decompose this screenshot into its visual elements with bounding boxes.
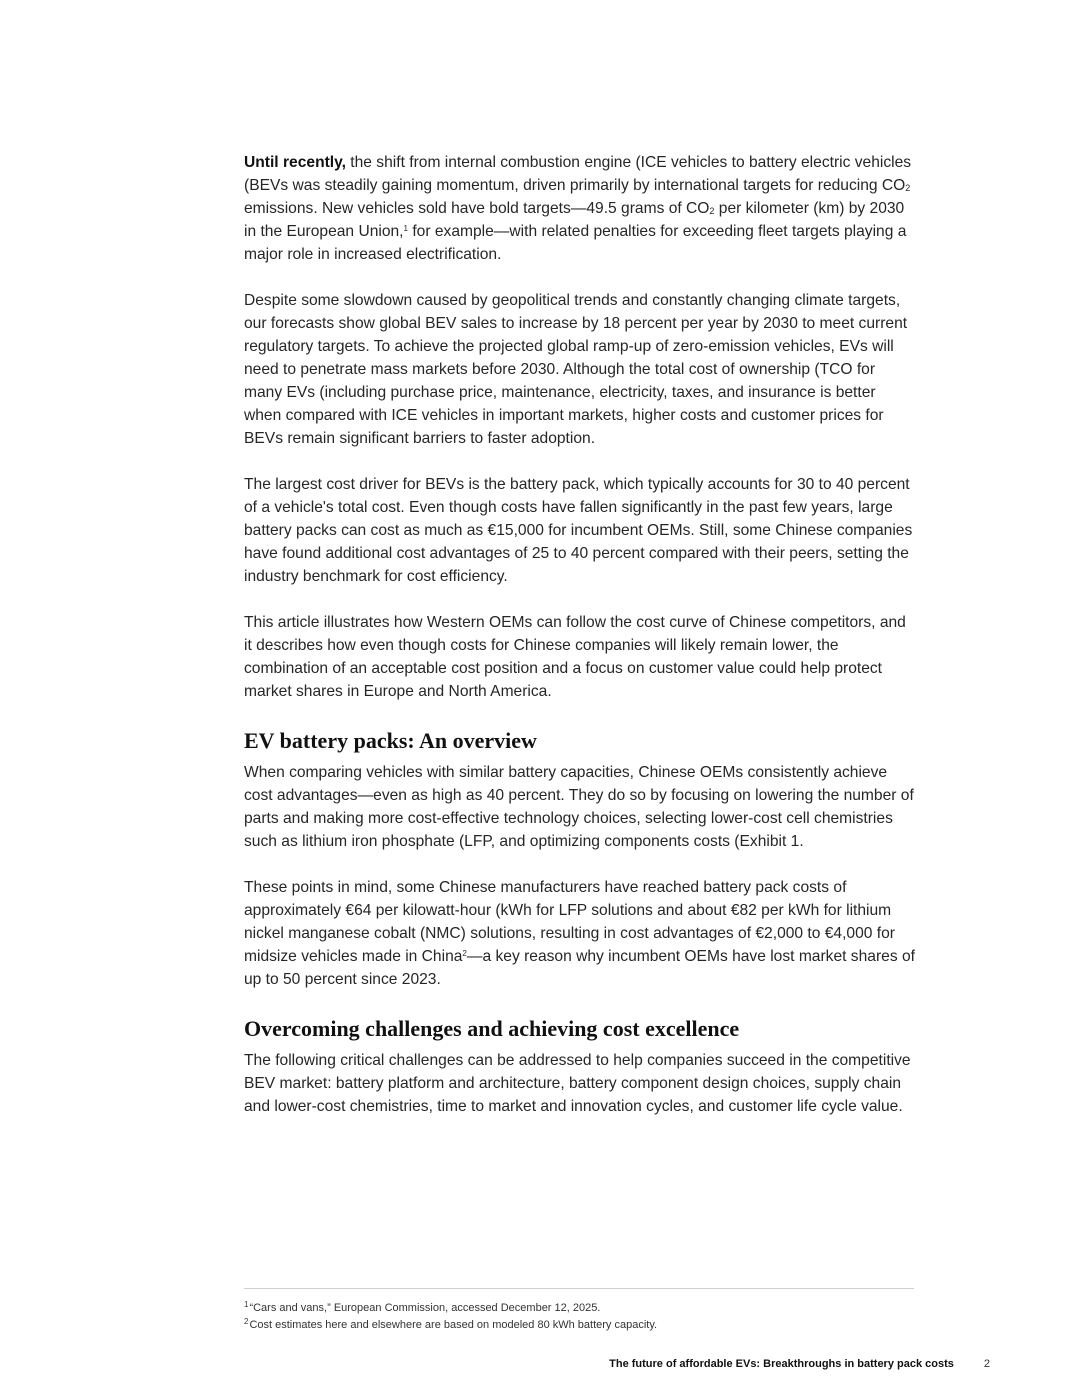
co2-subscript: 2	[905, 183, 911, 193]
lead-in-text: Until recently,	[244, 154, 346, 171]
footnote-number: 2	[244, 1317, 249, 1326]
footnote-text: Cost estimates here and elsewhere are based on modeled 80 kWh battery capacity.	[249, 1319, 658, 1331]
section-heading-overview: EV battery packs: An overview	[244, 728, 537, 753]
intro-text-1: the shift from internal combustion engine (ICE vehicles to battery electric vehicles (BEVs was steadily gaining momentum, driven primarily by international targets for reducing CO	[244, 154, 912, 194]
body-paragraph: The largest cost driver for BEVs is the battery pack, which typically accounts for 30 to 40 percent of a vehicle's total cost. Even though costs have fallen significantly in the past few years, large battery packs can cost as much as €15,000 for incumbent OEMs. Still, some Chinese companies have found additional cost advantages of 25 to 40 percent compared with their peers, setting the industry benchmark for cost efficiency.	[244, 476, 913, 585]
body-paragraph: Despite some slowdown caused by geopolitical trends and constantly changing climate targets, our forecasts show global BEV sales to increase by 18 percent per year by 2030 to meet current regulatory targets. To achieve the projected global ramp-up of zero-emission vehicles, EVs will need to penetrate mass markets before 2030. Although the total cost of ownership (TCO for many EVs (including purchase price, maintenance, electricity, taxes, and insurance is better when compared with ICE vehicles in important markets, higher costs and customer prices for BEVs remain significant barriers to faster adoption.	[244, 292, 908, 447]
footnote-item	[244, 1315, 914, 1332]
section-heading-challenges: Overcoming challenges and achieving cost excellence	[244, 1016, 740, 1041]
paragraph-text: These points in mind, some Chinese manufacturers have reached battery pack costs of approximately €64 per kilowatt-hour (kWh for LFP solutions and about €82 per kWh for lithium nickel manganese cobalt (NMC) solutions, resulting in cost advantages of €2,000 to €4,000 for midsize vehicles made in China	[244, 879, 895, 965]
page-number: 2	[983, 1358, 990, 1370]
article-body	[244, 151, 916, 1141]
body-paragraph	[244, 876, 916, 991]
body-paragraph: This article illustrates how Western OEMs can follow the cost curve of Chinese competitors, and it describes how even though costs for Chinese companies will likely remain lower, the combination of an acceptable cost position and a focus on customer value could help protect market shares in Europe and North America.	[244, 614, 906, 700]
footnote-number: 1	[244, 1300, 249, 1309]
intro-paragraph	[244, 151, 916, 266]
body-paragraph: The following critical challenges can be addressed to help companies succeed in the competitive BEV market: battery platform and architecture, battery component design choices, supply chain and lower-cost chemistries, time to market and innovation cycles, and customer life cycle value.	[244, 1052, 911, 1115]
intro-text-4: for example—with related penalties for exceeding fleet targets playing a major role in increased electrification.	[244, 223, 907, 263]
footnote-text: “Cars and vans,” European Commission, accessed December 12, 2025.	[249, 1302, 601, 1314]
footnotes	[244, 1288, 914, 1332]
footnote-divider	[244, 1288, 914, 1289]
footnote-ref-2[interactable]: 2	[462, 949, 467, 958]
footnote-ref-1[interactable]: 1	[403, 224, 408, 233]
intro-text-2: emissions. New vehicles sold have bold targets—49.5 grams of CO	[244, 200, 710, 217]
paragraph-text: —a key reason why incumbent OEMs have lost market shares of up to 50 percent since 2023.	[244, 948, 915, 988]
co2-subscript: 2	[709, 206, 715, 216]
footnote-item	[244, 1298, 914, 1315]
body-paragraph: When comparing vehicles with similar battery capacities, Chinese OEMs consistently achieve cost advantages—even as high as 40 percent. They do so by focusing on lowering the number of parts and making more cost-effective technology choices, selecting lower-cost cell chemistries such as lithium iron phosphate (LFP, and optimizing components costs (Exhibit 1.	[244, 764, 914, 850]
page-footer	[609, 1357, 990, 1371]
footer-title: The future of affordable EVs: Breakthroughs in battery pack costs	[609, 1358, 954, 1370]
intro-text-3: per kilometer (km) by 2030 in the European Union,	[244, 200, 905, 240]
